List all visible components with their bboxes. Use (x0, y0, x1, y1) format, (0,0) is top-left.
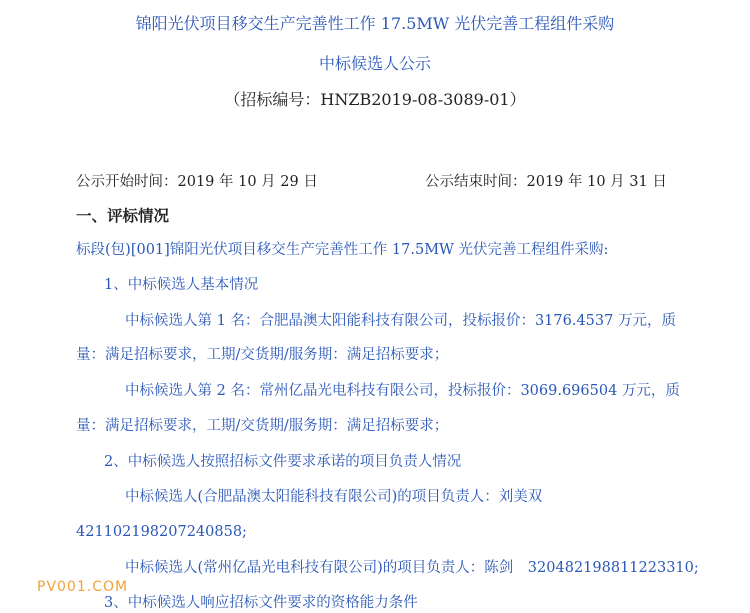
candidate-2-line-2: 量：满足招标要求，工期/交货期/服务期：满足招标要求； (76, 418, 449, 434)
section-heading-evaluation: 一、评标情况 (76, 207, 170, 225)
candidate-2-line-1: 中标候选人第 2 名：常州亿晶光电科技有限公司，投标报价：3069.696504 万元，质 (125, 383, 680, 399)
candidate-1-line-2: 量：满足招标要求，工期/交货期/服务期：满足招标要求； (76, 347, 449, 363)
document-subtitle: 中标候选人公示 (318, 54, 431, 73)
project-manager-1-line-2: 421102198207240858; (76, 524, 247, 540)
subsection-candidate-basic: 1、中标候选人基本情况 (104, 277, 259, 293)
candidate-1-line-1: 中标候选人第 1 名：合肥晶澳太阳能科技有限公司，投标报价：3176.4537 万元，质 (125, 313, 676, 329)
tender-number: （招标编号：HNZB2019-08-3089-01） (224, 90, 526, 109)
publicity-start-date: 公示开始时间：2019 年 10 月 29 日 (76, 174, 318, 190)
publicity-end-date: 公示结束时间：2019 年 10 月 31 日 (425, 174, 667, 190)
project-manager-2: 中标候选人(常州亿晶光电科技有限公司)的项目负责人：陈剑 320482198811223310; (125, 560, 699, 576)
document-title: 锦阳光伏项目移交生产完善性工作 17.5MW 光伏完善工程组件采购 (135, 14, 615, 33)
project-manager-1-line-1: 中标候选人(合肥晶澳太阳能科技有限公司)的项目负责人：刘美双 (125, 489, 543, 505)
lot-description: 标段(包)[001]锦阳光伏项目移交生产完善性工作 17.5MW 光伏完善工程组件采购: (76, 242, 609, 258)
subsection-qualification: 3、中标候选人响应招标文件要求的资格能力条件 (104, 595, 418, 611)
subsection-project-manager: 2、中标候选人按照招标文件要求承诺的项目负责人情况 (104, 454, 462, 470)
site-watermark: PV001.COM (37, 579, 129, 595)
